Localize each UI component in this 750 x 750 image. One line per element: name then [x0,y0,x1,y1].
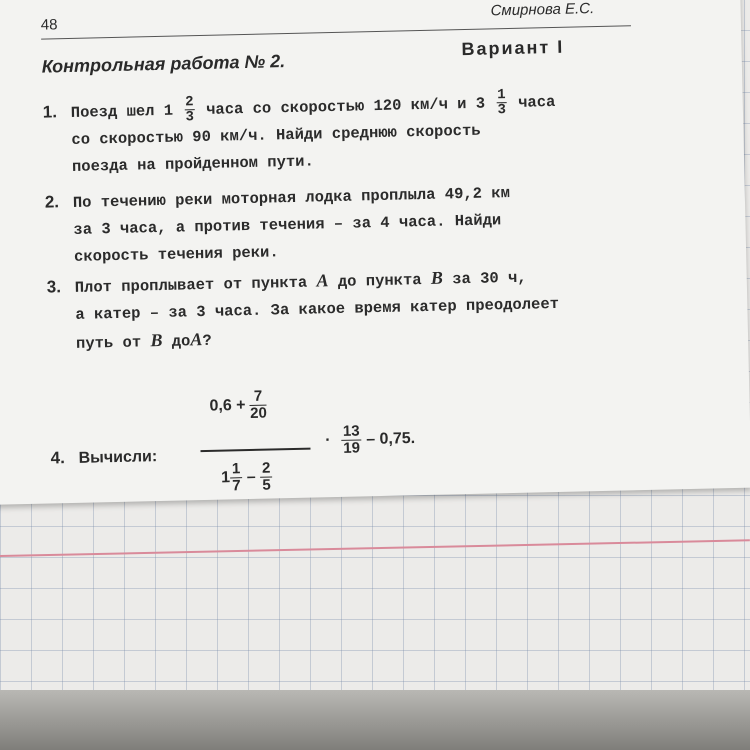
task-2: 2. По течению реки моторная лодка проплыла 49,2 км за 3 часа, а против течения – за 4 часа. Найди скорость течения реки. [44,184,511,266]
task-1-line-1: 1. Поезд шел 1 $\frac{2}{3}$ часа со скоростью 120 км/ч и 3 $\frac{1}{3}$ часа [42,87,556,126]
fraction: $\frac{2}{3}$ [185,94,195,126]
fraction-bar [200,448,310,452]
task-3: 3. Плот проплывает от пункта A до пункта B за 30 ч, а катер – за 3 часа. За какое время катер преодолеет путь от B доA? [46,267,560,353]
fraction: $\frac{1}{3}$ [497,87,507,119]
complex-fraction [199,387,309,495]
task-1-line-3: поезда на пройденном пути. [71,152,315,177]
expression-tail: · $\frac{13}{19}$ – 0,75. [325,422,416,457]
task-1-line-2: со скоростью 90 км/ч. Найди среднюю скорость [71,122,481,150]
page-title: Контрольная работа № 2. [41,51,286,77]
task-number: 3. [46,277,62,297]
task-number: 1. [42,102,58,122]
task-number: 2. [44,192,60,212]
sheet-content [40,0,690,495]
task-1 [42,87,556,182]
author-name: Смирнова Е.С. [490,0,595,20]
page-number: 48 [40,16,58,34]
variant-label: Вариант I [461,36,565,60]
task-4-label: 4. Вычисли: [50,448,158,468]
fraction-denominator: 1 $\frac{1}{7}$ – $\frac{2}{5}$ [220,459,271,495]
fraction-numerator: 0,6 + $\frac{7}{20}$ [209,387,268,422]
table-shadow [0,690,750,750]
